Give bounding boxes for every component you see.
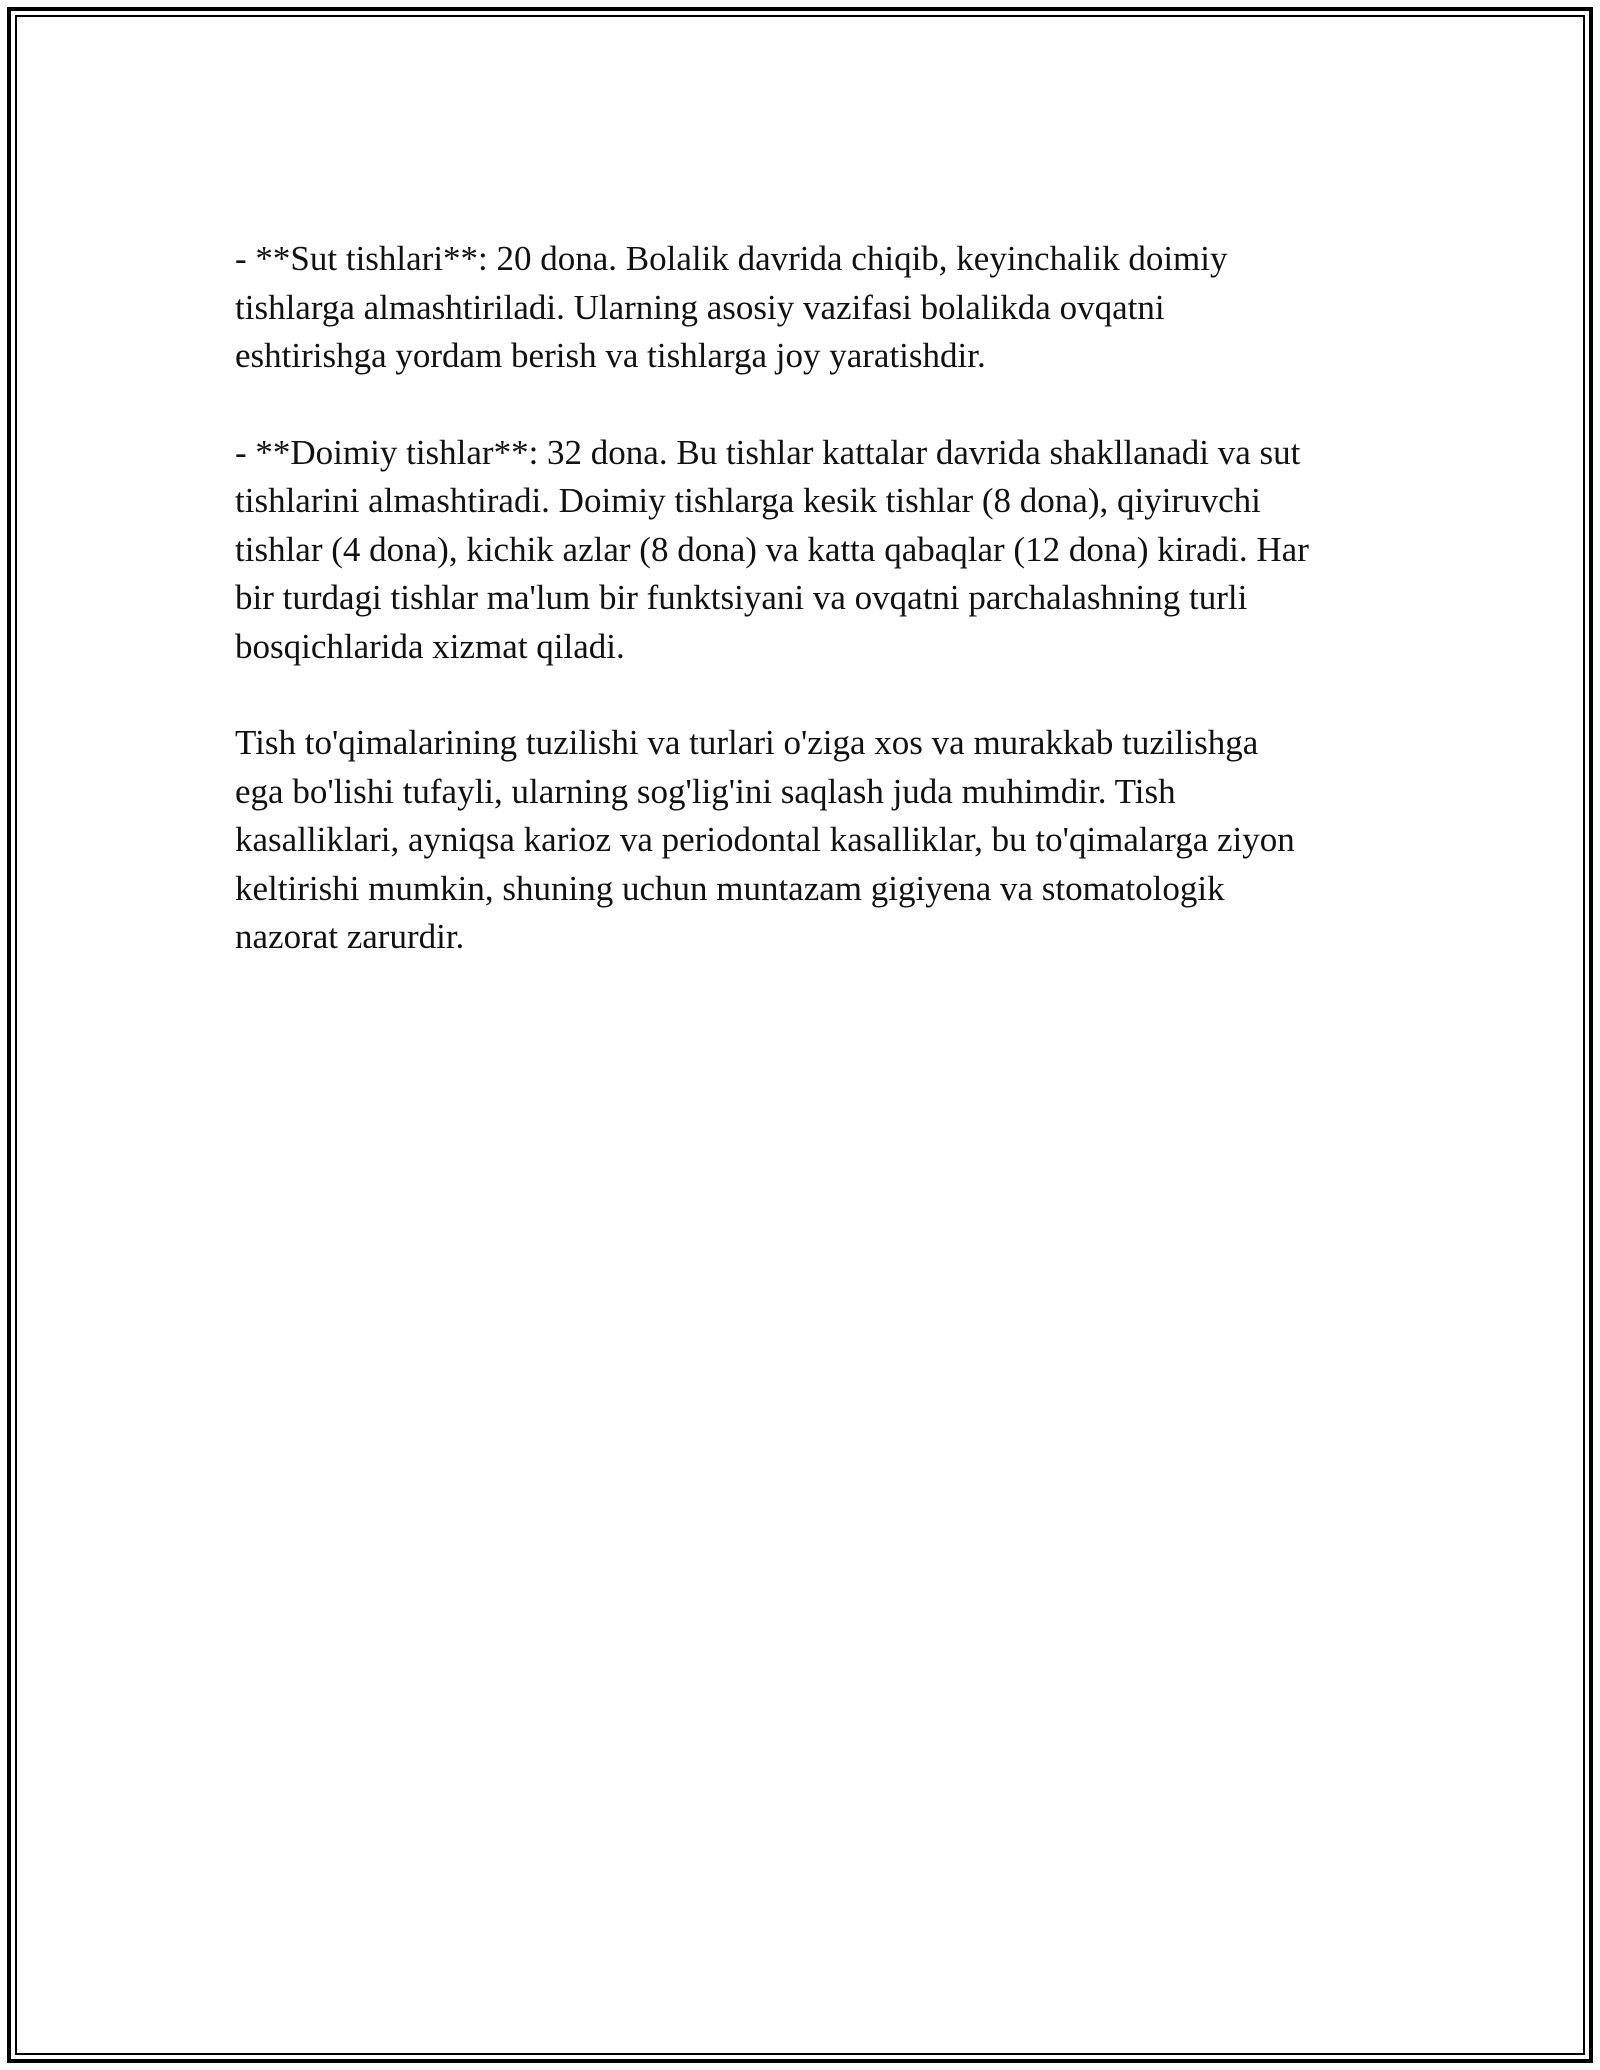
text-line: bosqichlarida xizmat qiladi. bbox=[235, 626, 625, 666]
text-line: - **Sut tishlari**: 20 dona. Bolalik davrida chiqib, keyinchalik doimiy bbox=[235, 239, 1228, 278]
text-line: nazorat zarurdir. bbox=[235, 917, 465, 956]
text-line: tishlar (4 dona), kichik azlar (8 dona) va katta qabaqlar (12 dona) kiradi. Har bbox=[235, 529, 1309, 569]
text-line: - **Doimiy tishlar**: 32 dona. Bu tishlar kattalar davrida shakllanadi va sut bbox=[235, 432, 1301, 472]
text-line: tishlarga almashtiriladi. Ularning asosiy vazifasi bolalikda ovqatni bbox=[235, 287, 1165, 327]
paragraph-conclusion bbox=[235, 719, 1375, 962]
text-line: Tish to'qimalarining tuzilishi va turlari o'ziga xos va murakkab tuzilishga bbox=[235, 723, 1259, 762]
paragraph-doimiy-tishlar bbox=[235, 429, 1375, 672]
document-body bbox=[235, 235, 1375, 1010]
paragraph-sut-tishlari bbox=[235, 235, 1375, 381]
text-line: kasalliklari, ayniqsa karioz va periodontal kasalliklar, bu to'qimalarga ziyon bbox=[235, 820, 1295, 859]
text-line: bir turdagi tishlar ma'lum bir funktsiyani va ovqatni parchalashning turli bbox=[235, 578, 1248, 617]
text-line: ega bo'lishi tufayli, ularning sog'lig'ini saqlash juda muhimdir. Tish bbox=[235, 771, 1176, 811]
text-line: tishlarini almashtiradi. Doimiy tishlarga kesik tishlar (8 dona), qiyiruvchi bbox=[235, 481, 1261, 520]
text-line: eshtirishga yordam berish va tishlarga joy yaratishdir. bbox=[235, 336, 986, 375]
text-line: keltirishi mumkin, shuning uchun muntazam gigiyena va stomatologik bbox=[235, 868, 1225, 908]
